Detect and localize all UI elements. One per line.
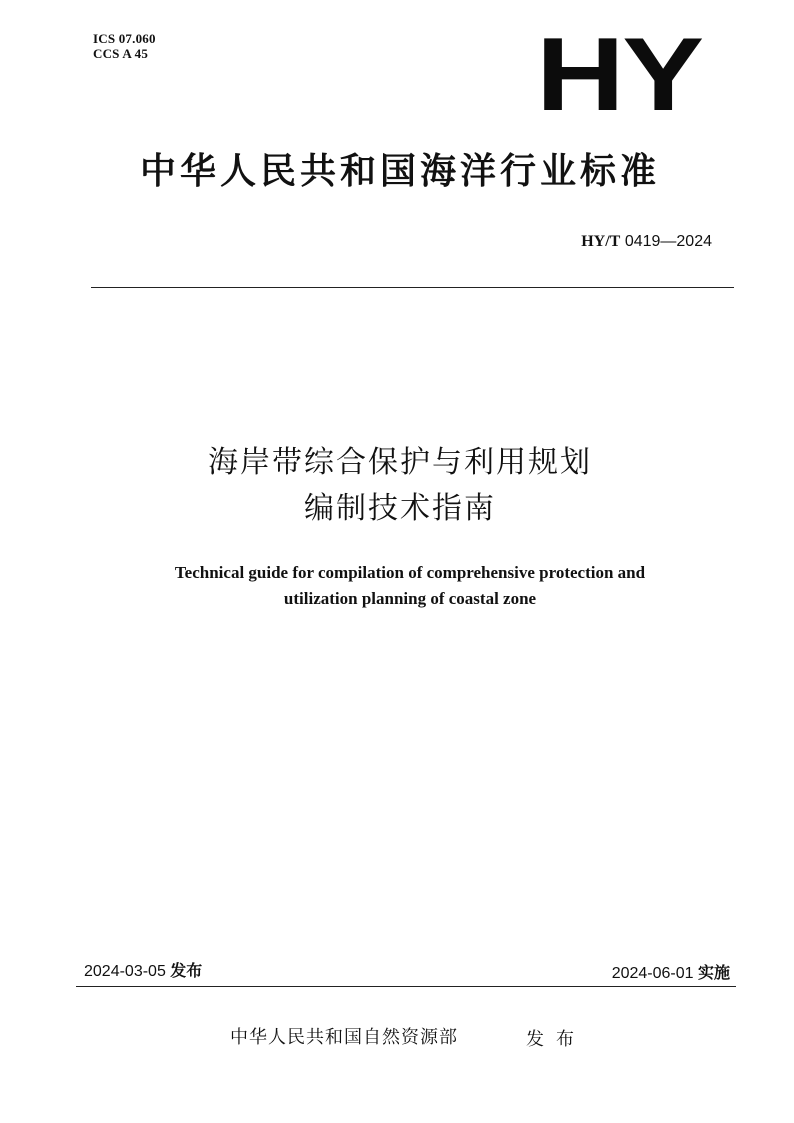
footer-divider	[76, 986, 736, 987]
issue-date	[84, 961, 202, 982]
title-en-line-2: utilization planning of coastal zone	[283, 589, 537, 608]
issue-date-label: 发布	[170, 961, 203, 980]
standard-number-code: 0419—2024	[624, 233, 712, 250]
standard-category-title: 中华人民共和国海洋行业标准	[139, 151, 660, 192]
title-cn-line-2: 编制技术指南	[304, 491, 496, 526]
hy-logo: HY	[536, 17, 702, 133]
document-title-cn	[60, 440, 740, 532]
effective-date-label: 实施	[697, 963, 730, 982]
standard-number	[480, 232, 712, 252]
document-title-en	[80, 560, 740, 612]
title-cn-line-1: 海岸带综合保护与利用规划	[208, 445, 592, 480]
title-en-line-1: Technical guide for compilation of comprehensive protection and	[174, 563, 646, 582]
standard-number-prefix: HY/T	[581, 233, 621, 250]
ccs-code: CCS A 45	[93, 46, 149, 61]
publisher-org: 中华人民共和国自然资源部	[230, 1027, 458, 1048]
publisher-action: 发布	[526, 1029, 586, 1050]
effective-date-value: 2024-06-01	[611, 965, 694, 982]
ics-code: ICS 07.060	[93, 31, 156, 46]
header-divider	[91, 287, 734, 288]
effective-date	[540, 963, 730, 984]
issue-date-value: 2024-03-05	[84, 963, 166, 980]
